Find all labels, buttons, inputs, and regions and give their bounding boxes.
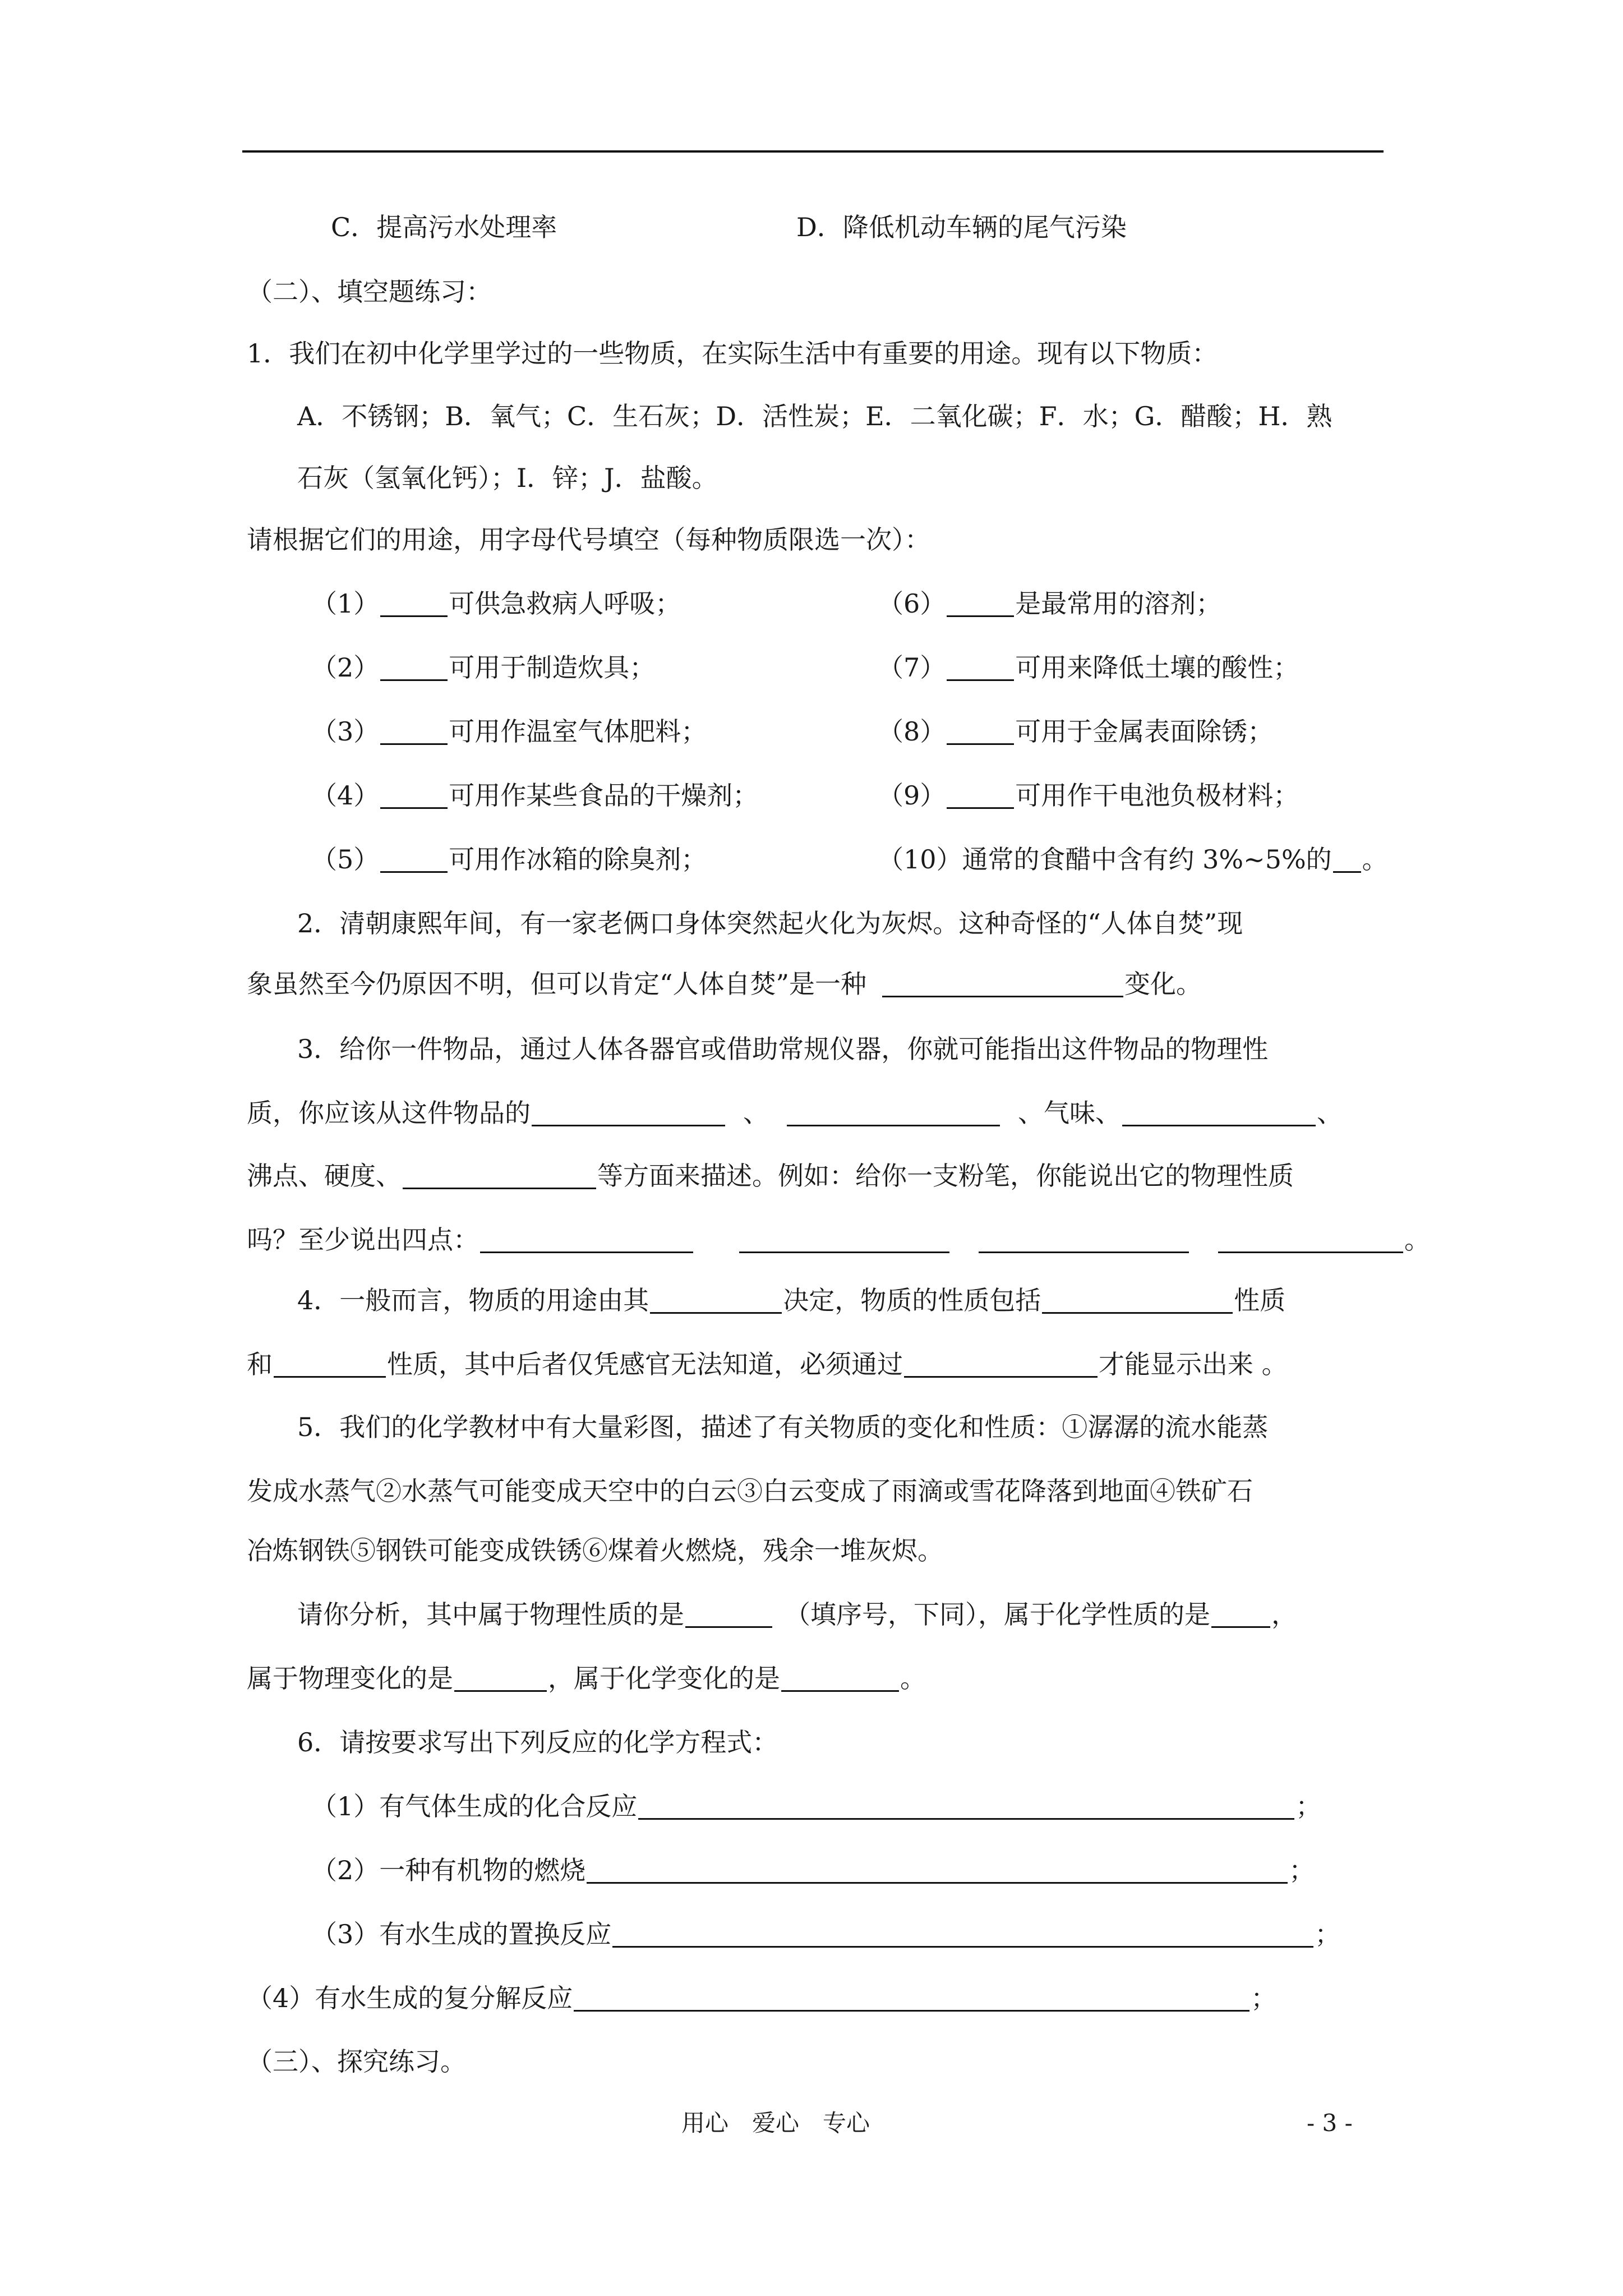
question-1-instruction: 请根据它们的用途，用字母代号填空（每种物质限选一次）： xyxy=(247,524,930,555)
q4-text: 才能显示出来 。 xyxy=(1099,1349,1288,1379)
answer-blank[interactable] xyxy=(979,1222,1189,1253)
question-5-line-2: 发成水蒸气②水蒸气可能变成天空中的白云③白云变成了雨滴或雪花降落到地面④铁矿石 xyxy=(247,1476,1253,1506)
answer-blank[interactable] xyxy=(947,650,1014,681)
answer-blank[interactable] xyxy=(904,1347,1098,1378)
question-5-line-4 xyxy=(297,1589,1297,1640)
answer-blank[interactable] xyxy=(1218,1222,1403,1253)
question-1-materials-line-2: 石灰（氢氧化钙）；I．锌；J．盐酸。 xyxy=(297,463,718,493)
question-1-item-10 xyxy=(878,834,1388,885)
item-text: 可用作某些食品的干燥剂； xyxy=(449,780,759,811)
question-6-item-4 xyxy=(247,1973,1276,2023)
answer-blank[interactable] xyxy=(480,1222,693,1253)
answer-blank[interactable] xyxy=(638,1789,1294,1820)
item-text: 可用于金属表面除锈； xyxy=(1015,716,1274,747)
item-number: （5） xyxy=(311,844,380,875)
item-text: 可用作冰箱的除臭剂； xyxy=(449,844,707,875)
question-3-line-1: 3．给你一件物品，通过人体各器官或借助常规仪器，你就可能指出这件物品的物理性 xyxy=(297,1034,1269,1064)
answer-blank[interactable] xyxy=(380,650,448,681)
answer-blank[interactable] xyxy=(685,1597,772,1628)
answer-blank[interactable] xyxy=(454,1661,547,1692)
question-1-materials-line-1: A．不锈钢；B．氧气；C．生石灰；D．活性炭；E．二氧化碳；F．水；G．醋酸；H．熟 xyxy=(297,401,1332,431)
question-1-item-5 xyxy=(311,834,707,885)
item-number: （1） xyxy=(311,588,380,619)
q3-text: 质，你应该从这件物品的 xyxy=(247,1098,531,1128)
question-3-line-4 xyxy=(247,1214,1430,1265)
footer-motto: 用心 爱心 专心 xyxy=(681,2109,870,2137)
answer-blank[interactable] xyxy=(274,1347,386,1378)
q3-text: 沸点、硬度、 xyxy=(247,1161,402,1191)
question-6-item-1 xyxy=(311,1781,1321,1832)
question-1-item-8 xyxy=(878,706,1273,757)
q5-text: （填序号，下同），属于化学性质的是 xyxy=(785,1599,1210,1630)
answer-blank[interactable] xyxy=(947,714,1014,745)
q5-text: 请你分析，其中属于物理性质的是 xyxy=(297,1599,684,1630)
answer-blank[interactable] xyxy=(380,842,448,873)
q3-text: 等方面来描述。例如：给你一支粉笔，你能说出它的物理性质 xyxy=(597,1161,1294,1191)
header-rule xyxy=(242,150,1384,153)
answer-blank[interactable] xyxy=(947,586,1014,617)
answer-blank[interactable] xyxy=(587,1853,1288,1884)
answer-blank[interactable] xyxy=(1333,842,1361,873)
q3-sep: 、 xyxy=(743,1098,769,1128)
q5-text: 。 xyxy=(900,1663,926,1694)
answer-blank[interactable] xyxy=(947,778,1014,809)
question-1-item-2 xyxy=(311,642,655,693)
option-c: C．提高污水处理率 xyxy=(331,212,557,242)
question-1-item-4 xyxy=(311,770,758,821)
q6-end: ； xyxy=(1315,1919,1341,1949)
q6-label: （3）有水生成的置换反应 xyxy=(311,1919,612,1949)
item-text: 是最常用的溶剂； xyxy=(1015,588,1222,619)
question-1-item-9 xyxy=(878,770,1299,821)
q6-label: （2）一种有机物的燃烧 xyxy=(311,1855,586,1885)
q4-text: 性质，其中后者仅凭感官无法知道，必须通过 xyxy=(387,1349,903,1379)
q3-end: 。 xyxy=(1404,1225,1430,1255)
question-3-line-2 xyxy=(247,1088,1343,1138)
item-text: 可用于制造炊具； xyxy=(449,652,656,683)
answer-blank[interactable] xyxy=(380,778,448,809)
question-6-item-3 xyxy=(311,1909,1340,1959)
answer-blank[interactable] xyxy=(739,1222,949,1253)
q6-end: ； xyxy=(1251,1983,1277,2013)
answer-blank[interactable] xyxy=(1122,1096,1316,1126)
q4-text: 决定，物质的性质包括 xyxy=(783,1285,1041,1315)
q4-text: 和 xyxy=(247,1349,273,1379)
q6-end: ； xyxy=(1289,1855,1315,1885)
section-title-inquiry: （三）、探究练习。 xyxy=(247,2046,466,2077)
answer-blank[interactable] xyxy=(1211,1597,1270,1628)
item-number: （10） xyxy=(878,844,962,875)
item-text: 可供急救病人呼吸； xyxy=(449,588,681,619)
answer-blank[interactable] xyxy=(403,1158,596,1189)
question-2-line-2 xyxy=(247,959,1202,1009)
item-text: 可用作温室气体肥料； xyxy=(449,716,707,747)
q2-text-end: 变化。 xyxy=(1124,969,1202,999)
q5-text: ， xyxy=(1271,1599,1297,1630)
item-number: （3） xyxy=(311,716,380,747)
item-number: （9） xyxy=(878,780,946,811)
answer-blank[interactable] xyxy=(574,1981,1249,2012)
answer-blank[interactable] xyxy=(380,714,448,745)
q3-text: 吗？至少说出四点： xyxy=(247,1225,479,1255)
q2-text: 象虽然至今仍原因不明，但可以肯定“人体自焚”是一种 xyxy=(247,969,867,999)
q4-text: 性质 xyxy=(1234,1285,1286,1315)
question-3-line-3 xyxy=(247,1151,1294,1201)
answer-blank[interactable] xyxy=(612,1917,1313,1948)
page-number: - 3 - xyxy=(1307,2109,1353,2137)
question-5-line-1: 5．我们的化学教材中有大量彩图，描述了有关物质的变化和性质：①潺潺的流水能蒸 xyxy=(297,1412,1269,1442)
q6-label: （4）有水生成的复分解反应 xyxy=(247,1983,573,2013)
question-5-line-3: 冶炼钢铁⑤钢铁可能变成铁锈⑥煤着火燃烧，残余一堆灰烬。 xyxy=(247,1535,943,1566)
item-end: 。 xyxy=(1362,844,1388,875)
answer-blank[interactable] xyxy=(882,967,1123,997)
answer-blank[interactable] xyxy=(532,1096,725,1126)
item-number: （8） xyxy=(878,716,946,747)
question-1-intro: 1．我们在初中化学里学过的一些物质，在实际生活中有重要的用途。现有以下物质： xyxy=(247,338,1218,369)
q5-text: 属于物理变化的是 xyxy=(247,1663,453,1694)
section-title-fill-blank: （二）、填空题练习： xyxy=(247,277,492,307)
option-d: D．降低机动车辆的尾气污染 xyxy=(796,212,1127,242)
item-text: 可用来降低土壤的酸性； xyxy=(1015,652,1299,683)
question-1-item-1 xyxy=(311,578,681,629)
item-number: （7） xyxy=(878,652,946,683)
answer-blank[interactable] xyxy=(787,1096,1000,1126)
item-number: （6） xyxy=(878,588,946,619)
q3-text: 、气味、 xyxy=(1018,1098,1121,1128)
q4-text: 4．一般而言，物质的用途由其 xyxy=(297,1285,649,1315)
item-number: （4） xyxy=(311,780,380,811)
question-1-item-6 xyxy=(878,578,1221,629)
item-text: 通常的食醋中含有约 3%~5%的 xyxy=(962,844,1332,875)
question-4-line-1 xyxy=(297,1275,1285,1326)
question-6-intro: 6．请按要求写出下列反应的化学方程式： xyxy=(297,1727,778,1757)
item-number: （2） xyxy=(311,652,380,683)
question-4-line-2 xyxy=(247,1339,1288,1389)
answer-blank[interactable] xyxy=(380,586,448,617)
q6-label: （1）有气体生成的化合反应 xyxy=(311,1791,638,1821)
q6-end: ； xyxy=(1295,1791,1322,1821)
question-2-line-1: 2．清朝康熙年间，有一家老俩口身体突然起火化为灰烬。这种奇怪的“人体自焚”现 xyxy=(297,908,1243,938)
question-1-item-3 xyxy=(311,706,707,757)
q3-sep: 、 xyxy=(1317,1098,1343,1128)
q5-text: ，属于化学变化的是 xyxy=(548,1663,780,1694)
question-1-item-7 xyxy=(878,642,1299,693)
question-5-line-5 xyxy=(247,1653,926,1704)
item-text: 可用作干电池负极材料； xyxy=(1015,780,1299,811)
answer-blank[interactable] xyxy=(1042,1283,1233,1314)
answer-blank[interactable] xyxy=(781,1661,899,1692)
question-6-item-2 xyxy=(311,1845,1315,1895)
answer-blank[interactable] xyxy=(650,1283,782,1314)
